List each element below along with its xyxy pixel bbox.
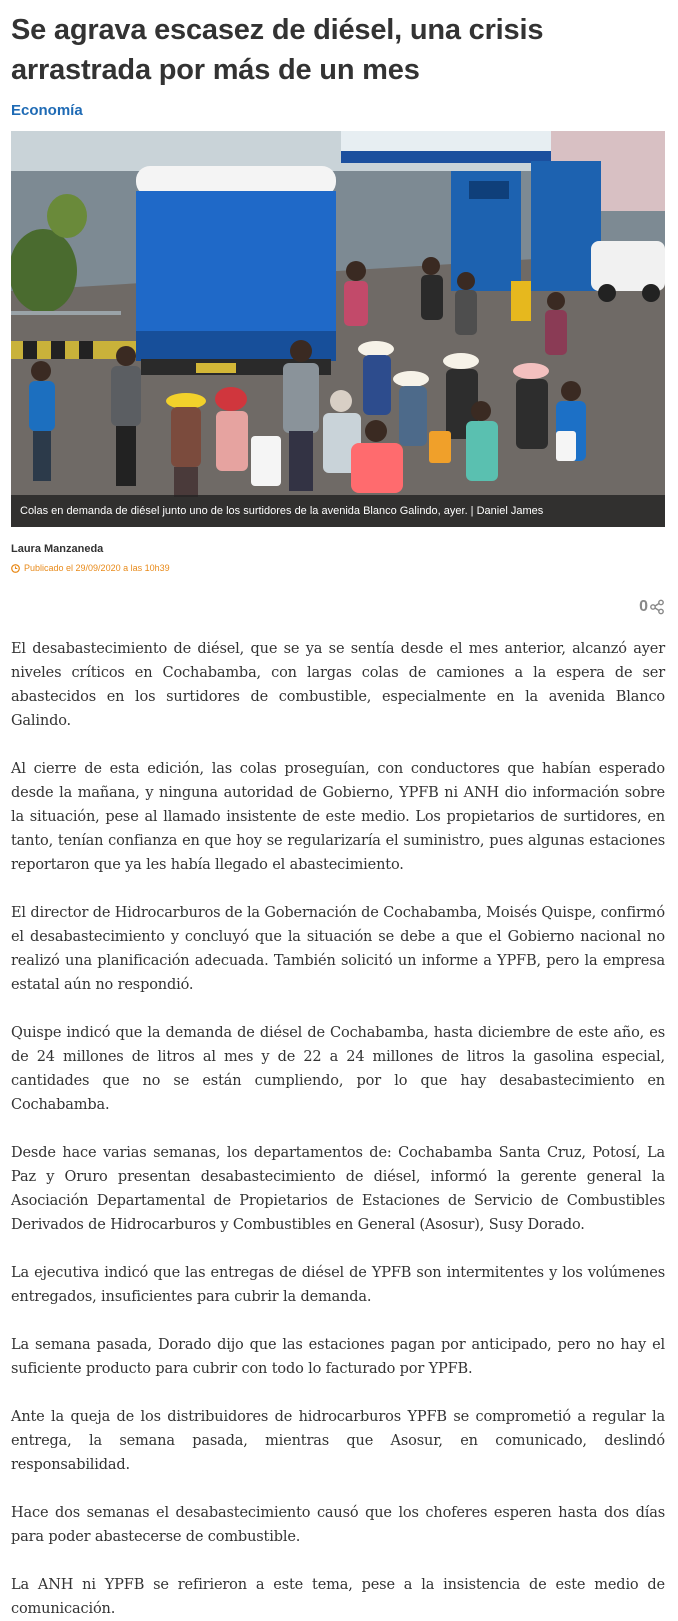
share-count: 0	[639, 598, 648, 615]
article-paragraph: Desde hace varias semanas, los departamentos de: Cochabamba Santa Cruz, Potosí, La Paz y Oruro presentan desabastecimiento de diésel, informó la gerente general la Asociación Departamental de Propietarios de Estaciones de Servicio de Combustibles Derivados de Hidrocarburos y Combustibles en General (Asosur), Susy Dorado.	[11, 1145, 665, 1233]
share-icon[interactable]	[649, 599, 665, 615]
author-name: Laura Manzaneda	[11, 543, 104, 555]
article-paragraph: Ante la queja de los distribuidores de hidrocarburos YPFB se comprometió a regular la entrega, la semana pasada, mientras que Asosur, en comunicado, deslindó responsabilidad.	[11, 1409, 665, 1473]
article-paragraph: El director de Hidrocarburos de la Gobernación de Cochabamba, Moisés Quispe, confirmó el desabastecimiento y concluyó que la situación se debe a que el Gobierno nacional no realizó una planificación adecuada. También solicitó un informe a YPFB, pero la empresa estatal aún no respondió.	[11, 905, 665, 993]
article-paragraph: La ejecutiva indicó que las entregas de diésel de YPFB son intermitentes y los volúmenes entregados, insuficientes para cubrir la demanda.	[11, 1265, 665, 1305]
share-widget[interactable]	[11, 587, 665, 627]
article-photo	[11, 131, 665, 527]
section-link[interactable]: Economía	[11, 102, 83, 119]
gas-station-queue-photo	[11, 131, 665, 527]
article-paragraph: Al cierre de esta edición, las colas proseguían, con conductores que habían esperado desde la mañana, y ninguna autoridad de Gobierno, YPFB ni ANH dio información sobre la situación, pese al llamado insistente de este medio. Los propietarios de surtidores, en tanto, tenían confianza en que hoy se regularizaría el suministro, pues algunas estaciones reportaron que ya les había llegado el abastecimiento.	[11, 761, 665, 873]
publish-date	[11, 563, 665, 573]
article-paragraph: El desabastecimiento de diésel, que se ya se sentía desde el mes anterior, alcanzó ayer niveles críticos en Cochabamba, con largas colas de camiones a la espera de ser abastecidos en los surtidores de combustible, especialmente en la avenida Blanco Galindo.	[11, 641, 665, 729]
photo-caption: Colas en demanda de diésel junto uno de los surtidores de la avenida Blanco Galindo, ayer. | Daniel James	[11, 495, 665, 527]
article-paragraph: La ANH ni YPFB se refirieron a este tema, pese a la insistencia de este medio de comunicación.	[11, 1577, 665, 1617]
clock-icon	[11, 564, 20, 573]
article-title: Se agrava escasez de diésel, una crisis arrastrada por más de un mes	[11, 14, 544, 86]
article-paragraph: Hace dos semanas el desabastecimiento causó que los choferes esperen hasta dos días para poder abastecerse de combustible.	[11, 1505, 665, 1545]
article-paragraph: La semana pasada, Dorado dijo que las estaciones pagan por anticipado, pero no hay el suficiente producto para cubrir con todo lo facturado por YPFB.	[11, 1337, 665, 1377]
article-paragraph: Quispe indicó que la demanda de diésel de Cochabamba, hasta diciembre de este año, es de 24 millones de litros al mes y de 22 a 24 millones de litros la gasolina especial, cantidades que no se están cumpliendo, por lo que hay desabastecimiento en Cochabamba.	[11, 1025, 665, 1113]
article-body	[11, 637, 665, 1621]
publish-date-text: Publicado el 29/09/2020 a las 10h39	[24, 563, 170, 573]
